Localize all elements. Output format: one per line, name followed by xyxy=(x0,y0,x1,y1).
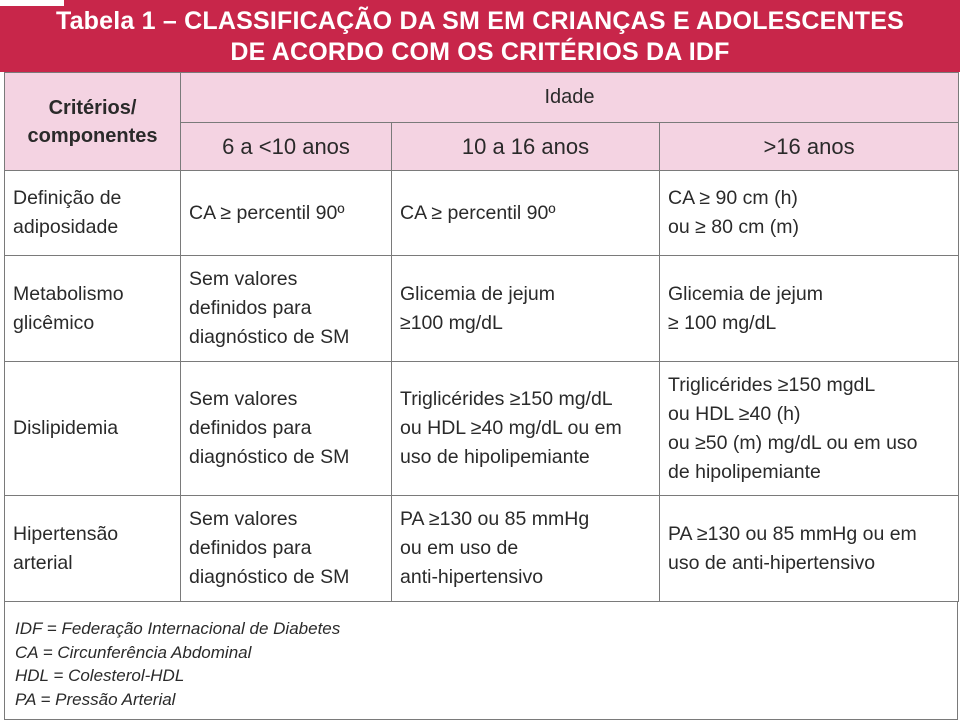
cell-line: ou HDL ≥40 mg/dL ou em xyxy=(400,417,622,439)
table-row xyxy=(5,171,959,256)
cell-hipertensao-over-16 xyxy=(660,496,959,602)
row-label-line: arterial xyxy=(13,551,73,574)
footnote-line: IDF = Federação Internacional de Diabetes xyxy=(15,619,341,638)
cell-line: definidos para xyxy=(189,417,312,439)
cell-line: diagnóstico de SM xyxy=(189,446,350,468)
row-label-line: Metabolismo xyxy=(13,282,124,305)
cell-line: Triglicérides ≥150 mg/dL xyxy=(400,388,613,410)
corner-mark xyxy=(0,0,64,6)
cell-dislipidemia-10-16 xyxy=(392,362,660,496)
cell-metabolismo-10-16 xyxy=(392,256,660,362)
table-title-bar xyxy=(0,0,960,72)
cell-line: definidos para xyxy=(189,537,312,559)
footnote-box xyxy=(4,601,958,720)
row-label-metabolismo xyxy=(5,256,181,362)
cell-metabolismo-over-16 xyxy=(660,256,959,362)
cell-line: anti-hipertensivo xyxy=(400,566,544,588)
footnote-line: PA = Pressão Arterial xyxy=(15,689,176,709)
cell-line: Sem valores xyxy=(189,388,298,410)
cell-line: CA ≥ percentil 90º xyxy=(400,201,556,224)
cell-line: ou ≥ 80 cm (m) xyxy=(668,216,799,238)
table-row xyxy=(5,496,959,602)
cell-line: ou em uso de xyxy=(400,537,519,559)
cell-line: uso de anti-hipertensivo xyxy=(668,551,876,574)
cell-hipertensao-6-10 xyxy=(181,496,392,602)
header-idade: Idade xyxy=(181,73,959,123)
table-title-line-2: DE ACORDO COM OS CRITÉRIOS DA IDF xyxy=(230,38,730,66)
header-criteria xyxy=(5,73,181,171)
row-label-adiposidade xyxy=(5,171,181,256)
row-label-line: Definição de xyxy=(13,187,122,209)
cell-dislipidemia-6-10 xyxy=(181,362,392,496)
cell-line: ou HDL ≥40 (h) xyxy=(668,402,801,425)
cell-adiposidade-10-16 xyxy=(392,171,660,256)
cell-line: Sem valores xyxy=(189,508,298,530)
cell-line: ≥100 mg/dL xyxy=(400,311,503,334)
header-criteria-line-2: componentes xyxy=(27,124,158,147)
table-row xyxy=(5,256,959,362)
row-label-line: Dislipidemia xyxy=(13,417,119,439)
row-label-line: Hipertensão xyxy=(13,522,119,545)
header-age-6-10: 6 a <10 anos xyxy=(181,123,392,171)
footnote-line: CA = Circunferência Abdominal xyxy=(15,642,252,662)
cell-line: diagnóstico de SM xyxy=(189,566,350,588)
cell-line: CA ≥ percentil 90º xyxy=(189,201,345,224)
cell-line: PA ≥130 ou 85 mmHg xyxy=(400,508,590,530)
cell-line: de hipolipemiante xyxy=(668,460,821,483)
header-criteria-line-1: Critérios/ xyxy=(48,96,137,119)
header-age-over-16: >16 anos xyxy=(660,123,959,171)
cell-adiposidade-over-16 xyxy=(660,171,959,256)
row-label-hipertensao xyxy=(5,496,181,602)
table-title-line-1: Tabela 1 – CLASSIFICAÇÃO DA SM EM CRIANÇAS E ADOLESCENTES xyxy=(55,7,905,35)
cell-line: CA ≥ 90 cm (h) xyxy=(668,187,798,209)
cell-metabolismo-6-10 xyxy=(181,256,392,362)
cell-line: Glicemia de jejum xyxy=(668,282,823,305)
cell-line: ou ≥50 (m) mg/dL ou em uso xyxy=(668,431,918,454)
cell-line: Triglicérides ≥150 mgdL xyxy=(668,373,876,396)
cell-dislipidemia-over-16 xyxy=(660,362,959,496)
row-label-line: glicêmico xyxy=(13,311,95,334)
cell-line: diagnóstico de SM xyxy=(189,326,350,348)
classification-table xyxy=(4,72,959,602)
cell-adiposidade-6-10 xyxy=(181,171,392,256)
cell-line: Glicemia de jejum xyxy=(400,282,555,305)
row-label-dislipidemia xyxy=(5,362,181,496)
cell-line: ≥ 100 mg/dL xyxy=(668,311,777,334)
row-label-line: adiposidade xyxy=(13,216,119,238)
cell-line: PA ≥130 ou 85 mmHg ou em xyxy=(668,522,917,545)
cell-line: definidos para xyxy=(189,297,312,319)
table-row xyxy=(5,362,959,496)
header-age-10-16: 10 a 16 anos xyxy=(392,123,660,171)
cell-line: uso de hipolipemiante xyxy=(400,446,590,468)
cell-hipertensao-10-16 xyxy=(392,496,660,602)
footnote-line: HDL = Colesterol-HDL xyxy=(15,666,185,685)
cell-line: Sem valores xyxy=(189,268,298,290)
